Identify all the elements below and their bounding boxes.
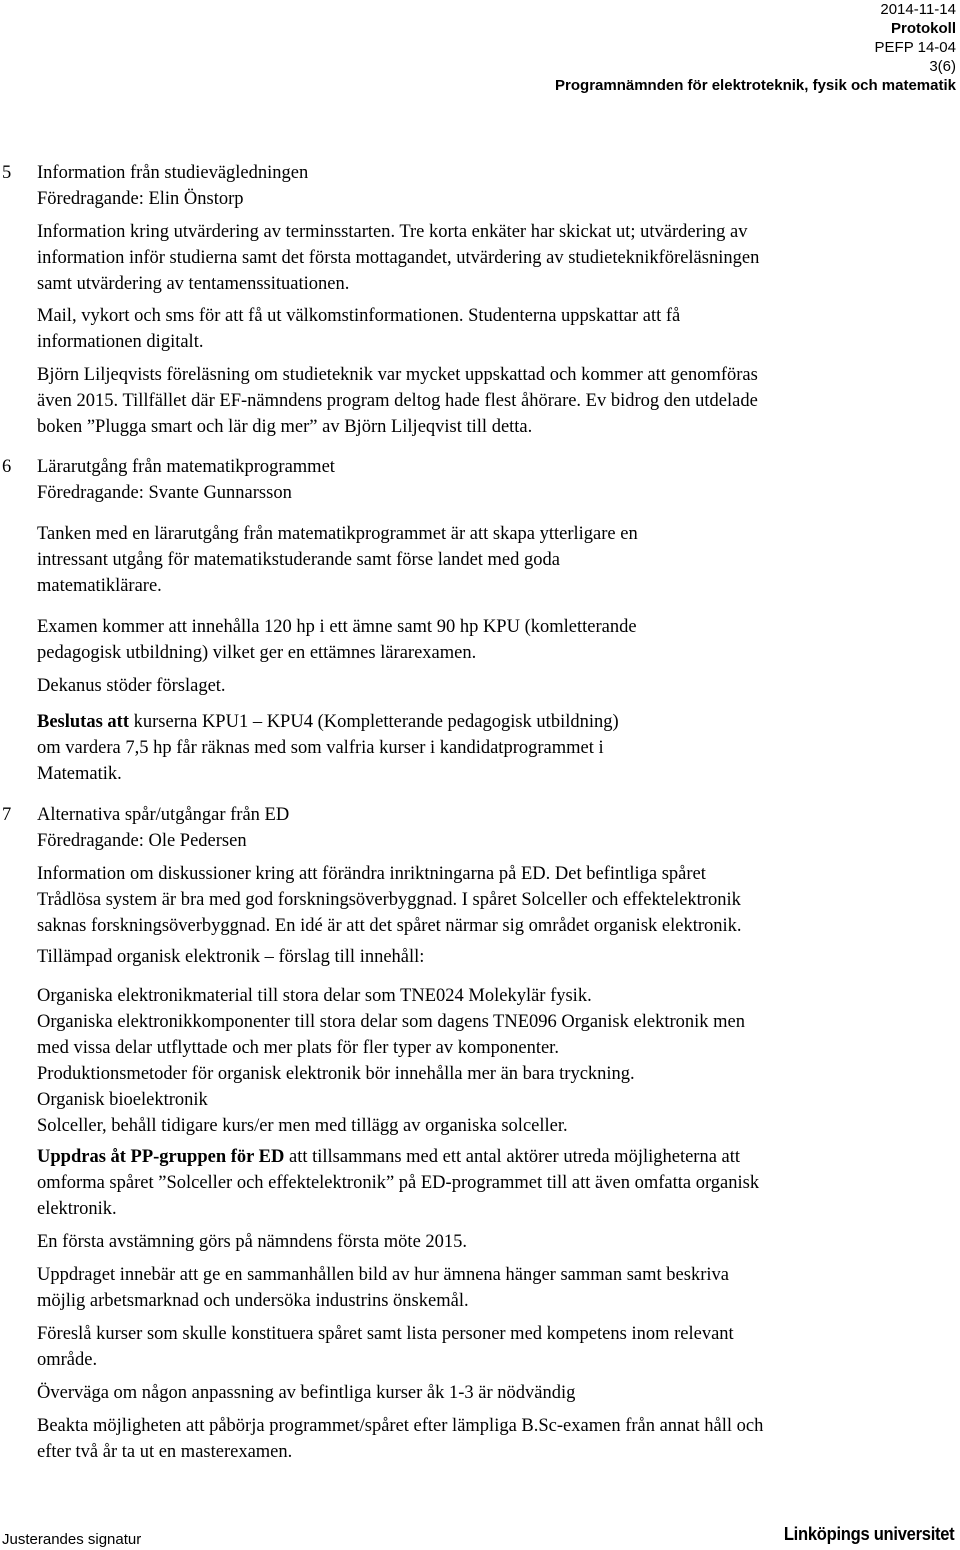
section-7-paragraph-6 (37, 1380, 937, 1406)
header-page: 3(6) (929, 58, 956, 75)
text-line: En första avstämning görs på nämndens första möte 2015. (37, 1232, 468, 1252)
university-logo: Linköpings universitet (783, 1524, 954, 1544)
section-6-paragraph-1 (37, 521, 937, 599)
text-line: boken ”Plugga smart och lär dig mer” av Björn Liljeqvist till detta. (37, 417, 533, 437)
text-line: Information kring utvärdering av terminsstarten. Tre korta enkäter har skickat ut; utvärdering av (37, 222, 748, 242)
section-5-number: 5 (2, 163, 12, 183)
text-line: samt utvärdering av tentamenssituationen. (37, 274, 350, 294)
text-line: omforma spåret ”Solceller och effektelektronik” på ED-programmet till att även omfatta organisk (37, 1173, 760, 1193)
decision-label: Beslutas att (37, 712, 129, 732)
section-7-paragraph-5 (37, 1321, 937, 1373)
text-line: om vardera 7,5 hp får räknas med som valfria kurser i kandidatprogrammet i (37, 738, 604, 758)
section-5-paragraph-2 (37, 303, 937, 355)
section-6-heading (37, 454, 937, 506)
section-7-number: 7 (2, 805, 12, 825)
section-7-paragraph-1 (37, 861, 937, 939)
text-line: Beakta möjligheten att påbörja programmet/spåret efter lämpliga B.Sc-examen från annat håll och (37, 1416, 764, 1436)
header-board: Programnämnden för elektroteknik, fysik och matematik (555, 77, 956, 94)
list-item: Solceller, behåll tidigare kurs/er men med tillägg av organiska solceller. (37, 1116, 568, 1136)
text-line: Matematik. (37, 764, 122, 784)
section-6-title: Lärarutgång från matematikprogrammet (37, 457, 335, 477)
section-6-number: 6 (2, 457, 12, 477)
section-7-presenter: Föredragande: Ole Pedersen (37, 831, 247, 851)
assignment-text: att tillsammans med ett antal aktörer utreda möjligheterna att (284, 1147, 741, 1167)
text-line: Examen kommer att innehålla 120 hp i ett ämne samt 90 hp KPU (komletterande (37, 617, 637, 637)
assignment-label: Uppdras åt PP-gruppen för ED (37, 1147, 285, 1167)
section-7-heading (37, 802, 937, 854)
list-item: Organisk bioelektronik (37, 1090, 208, 1110)
text-line: matematiklärare. (37, 576, 162, 596)
header-doc-id: PEFP 14-04 (874, 39, 956, 56)
text-line: Trådlösa system är bra med god forskningsöverbyggnad. I spåret Solceller och effektelektronik (37, 890, 741, 910)
section-7-paragraph-4 (37, 1262, 937, 1314)
text-line: Tanken med en lärarutgång från matematikprogrammet är att skapa ytterligare en (37, 524, 638, 544)
section-6-paragraph-2 (37, 614, 937, 666)
section-7-paragraph-2 (37, 944, 937, 970)
list-item: Produktionsmetoder för organisk elektronik bör innehålla mer än bara tryckning. (37, 1064, 635, 1084)
text-line: saknas forskningsöverbyggnad. En idé är att det spåret närmar sig området organisk elektronik. (37, 916, 742, 936)
text-line: pedagogisk utbildning) vilket ger en ettämnes lärarexamen. (37, 643, 477, 663)
section-6-paragraph-3 (37, 673, 937, 699)
text-line: Information om diskussioner kring att förändra inriktningarna på ED. Det befintliga spåret (37, 864, 706, 884)
text-line: efter två år ta ut en masterexamen. (37, 1442, 293, 1462)
section-7-title: Alternativa spår/utgångar från ED (37, 805, 290, 825)
section-6-presenter: Föredragande: Svante Gunnarsson (37, 483, 292, 503)
text-line: Uppdraget innebär att ge en sammanhållen bild av hur ämnena hänger samman samt beskriva (37, 1265, 729, 1285)
text-line: Överväga om någon anpassning av befintliga kurser åk 1-3 är nödvändig (37, 1383, 576, 1403)
text-line: informationen digitalt. (37, 332, 204, 352)
assignment-line (37, 1144, 937, 1170)
page-header (555, 0, 956, 95)
text-line: område. (37, 1350, 98, 1370)
section-7-paragraph-7 (37, 1413, 937, 1465)
text-line: Dekanus stöder förslaget. (37, 676, 226, 696)
section-5-paragraph-3 (37, 362, 937, 440)
text-line: information inför studierna samt det första mottagandet, utvärdering av studieteknikföreläsningen (37, 248, 760, 268)
section-7-paragraph-3 (37, 1229, 937, 1255)
text-line: Tillämpad organisk elektronik – förslag till innehåll: (37, 947, 425, 967)
text-line: möjlig arbetsmarknad och undersöka industrins önskemål. (37, 1291, 469, 1311)
header-date: 2014-11-14 (880, 1, 956, 18)
section-5-heading (37, 160, 937, 212)
section-7-assignment (37, 1144, 937, 1222)
list-item: Organiska elektronikmaterial till stora delar som TNE024 Molekylär fysik. (37, 986, 592, 1006)
text-line: Mail, vykort och sms för att få ut välkomstinformationen. Studenterna uppskattar att få (37, 306, 681, 326)
section-5-presenter: Föredragande: Elin Önstorp (37, 189, 244, 209)
decision-text: kurserna KPU1 – KPU4 (Kompletterande pedagogisk utbildning) (129, 712, 619, 732)
list-item: med vissa delar utflyttade och mer plats för fler typer av komponenter. (37, 1038, 559, 1058)
signature-label: Justerandes signatur (2, 1531, 142, 1548)
section-6-decision (37, 709, 937, 787)
section-5-paragraph-1 (37, 219, 937, 297)
text-line: Björn Liljeqvists föreläsning om studieteknik var mycket uppskattad och kommer att genomföras (37, 365, 758, 385)
text-line: elektronik. (37, 1199, 117, 1219)
text-line: intressant utgång för matematikstuderande samt förse landet med goda (37, 550, 560, 570)
header-doc-type: Protokoll (890, 20, 956, 37)
text-line: Föreslå kurser som skulle konstituera spåret samt lista personer med kompetens inom relevant (37, 1324, 734, 1344)
text-line: även 2015. Tillfället där EF-nämndens program deltog hade flest åhörare. Ev bidrog den utdelade (37, 391, 758, 411)
section-5-title: Information från studievägledningen (37, 163, 309, 183)
section-7-content-list (37, 983, 937, 1139)
decision-line (37, 709, 937, 735)
list-item: Organiska elektronikkomponenter till stora delar som dagens TNE096 Organisk elektronik men (37, 1012, 745, 1032)
